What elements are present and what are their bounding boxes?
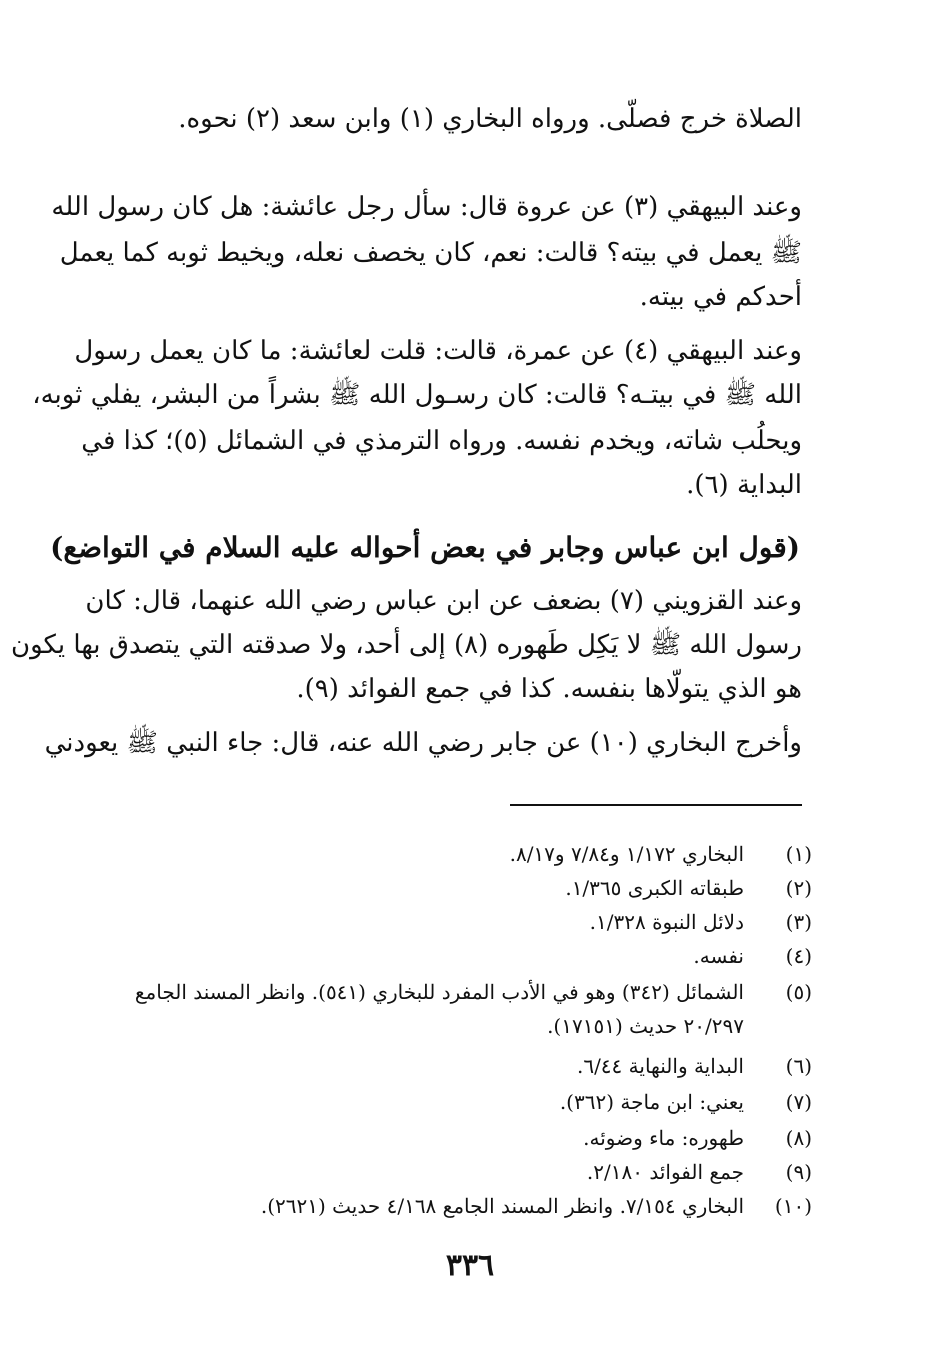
text-line-4: أحدكم في بيته. [639,282,802,312]
text-line-12: وأخرج البخاري (١٠) عن جابر رضي الله عنه، قال: جاء النبي ﷺ يعودني [44,728,802,758]
text-line-2: وعند البيهقي (٣) عن عروة قال: سأل رجل عائشة: هل كان رسول الله [51,192,802,222]
footnote-text: يعني: ابن ماجة (٣٦٢). [559,1090,744,1114]
footnote-8 [100,1122,812,1154]
text-line-10: رسول الله ﷺ لا يَكِل طَهوره (٨) إلى أحد، ولا صدقته التي يتصدق بها يكون [11,630,802,660]
footnote-4 [100,940,812,972]
footnote-7 [100,1086,812,1118]
footnote-text: دلائل النبوة ١/٣٢٨. [589,910,744,934]
footnote-divider [510,804,802,806]
footnote-text: البداية والنهاية ٦/٤٤. [576,1054,744,1078]
footnote-number: (٢) [785,876,812,900]
footnote-text: طبقاته الكبرى ١/٣٦٥. [565,876,744,900]
footnote-number: (١) [785,842,812,866]
text-line-5: وعند البيهقي (٤) عن عمرة، قالت: قلت لعائشة: ما كان يعمل رسول [74,336,802,366]
footnote-number: (٥) [785,980,812,1004]
footnote-number: (٣) [785,910,812,934]
footnote-number: (٨) [785,1126,812,1150]
footnote-6 [100,1050,812,1082]
footnote-text: الشمائل (٣٤٢) وهو في الأدب المفرد للبخاري (٥٤١). وانظر المسند الجامع [134,980,744,1004]
footnote-text: نفسه. [693,944,744,968]
footnote-number: (٩) [785,1160,812,1184]
text-line-3: ﷺ يعمل في بيته؟ قالت: نعم، كان يخصف نعله، ويخيط ثوبه كما يعمل [59,238,802,268]
footnote-text: جمع الفوائد ٢/١٨٠. [586,1160,744,1184]
section-heading: (قول ابن عباس وجابر في بعض أحواله عليه السلام في التواضع) [50,531,800,564]
footnote-number: (٧) [785,1090,812,1114]
footnote-10 [100,1190,812,1222]
footnote-2 [100,872,812,904]
footnote-5 [100,976,812,1008]
footnote-number: (٤) [785,944,812,968]
footnote-text: طهوره: ماء وضوئه. [583,1126,744,1150]
footnote-text: البخاري ١/١٧٢ و٧/٨٤ و٨/١٧. [509,842,744,866]
text-line-6: الله ﷺ في بيتـه؟ قالت: كان رسـول الله ﷺ بشراً من البشر، يفلي ثوبه، [32,380,802,410]
footnote-5-continuation: ٢٠/٢٩٧ حديث (١٧١٥١). [547,1014,744,1038]
text-line-9: وعند القزويني (٧) بضعف عن ابن عباس رضي الله عنهما، قال: كان [85,586,802,616]
footnote-number: (١٠) [774,1194,812,1218]
text-line-1: الصلاة خرج فصلّى. ورواه البخاري (١) وابن سعد (٢) نحوه. [178,104,802,134]
footnote-text: البخاري ٧/١٥٤. وانظر المسند الجامع ٤/١٦٨ حديث (٢٦٢١). [260,1194,744,1218]
footnote-1 [100,838,812,870]
text-line-7: ويحلُب شاته، ويخدم نفسه. ورواه الترمذي في الشمائل (٥)؛ كذا في [81,426,802,456]
footnote-number: (٦) [785,1054,812,1078]
footnote-9 [100,1156,812,1188]
text-line-11: هو الذي يتولّاها بنفسه. كذا في جمع الفوائد (٩). [296,674,802,704]
text-line-8: البداية (٦). [686,470,802,500]
footnote-3 [100,906,812,938]
page-number: ٣٣٦ [445,1248,495,1283]
